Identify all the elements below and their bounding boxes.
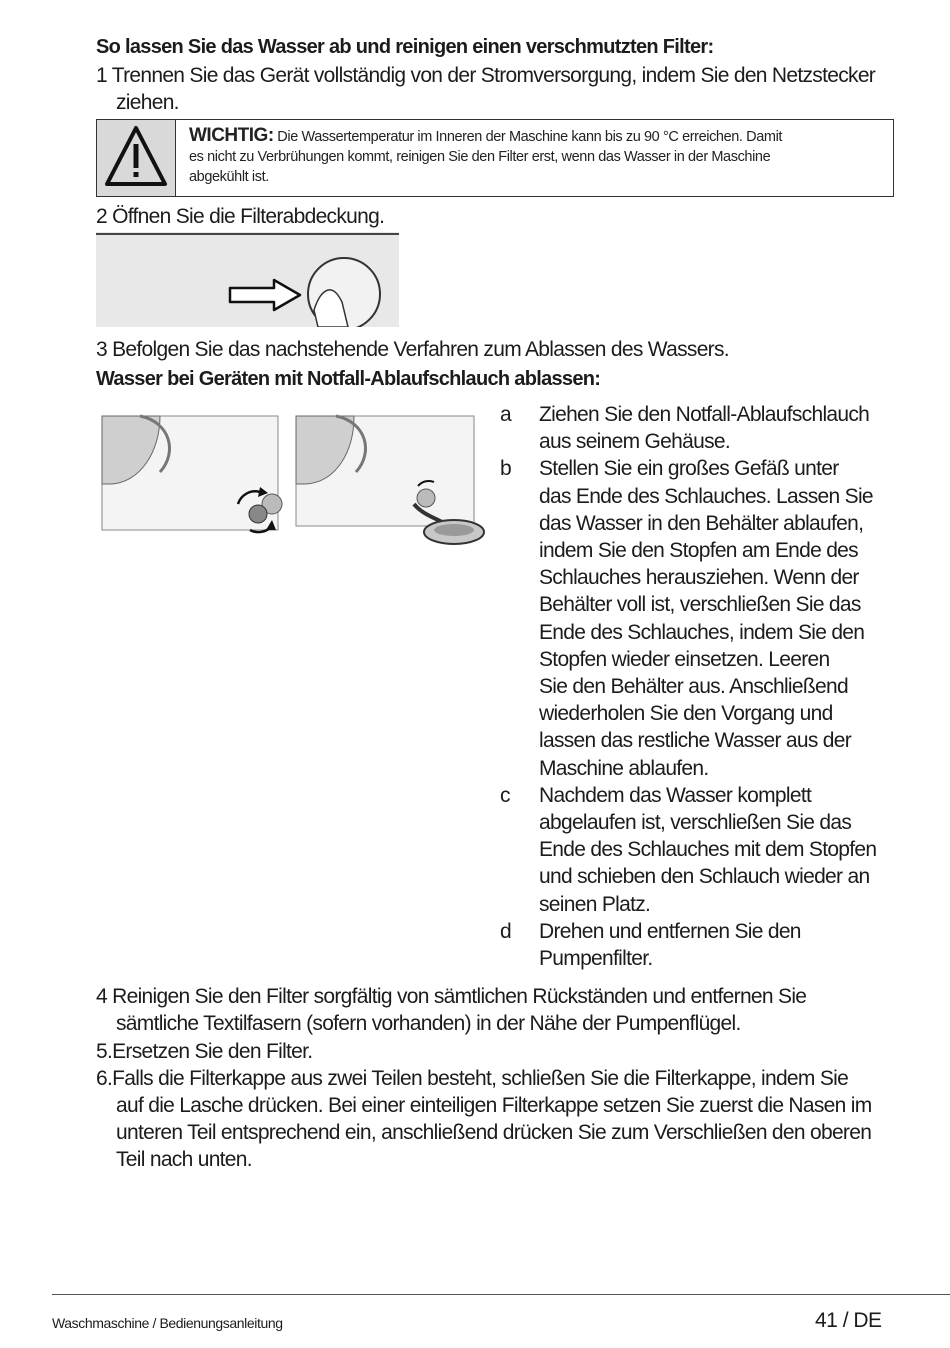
step-6-line-4: Teil nach unten. [116, 1148, 252, 1171]
substep-line: und schieben den Schlauch wieder an [539, 865, 870, 889]
warning-line-1: Die Wassertemperatur im Inneren der Maschine kann bis zu 90 °C erreichen. Damit [277, 129, 783, 145]
substep-line: Stellen Sie ein großes Gefäß unter [539, 457, 839, 481]
substep-d [500, 918, 900, 972]
step-5-text: Ersetzen Sie den Filter. [112, 1040, 313, 1063]
section-heading: So lassen Sie das Wasser ab und reinigen einen verschmutzten Filter: [96, 36, 714, 58]
substep-line: Behälter voll ist, verschließen Sie das [539, 593, 861, 617]
substep-line: Ziehen Sie den Notfall-Ablaufschlauch [539, 403, 870, 426]
substep-letter: c [500, 783, 510, 807]
step-1-line-1: Trennen Sie das Gerät vollständig von der Stromversorgung, indem Sie den Netzstecker [111, 64, 876, 87]
step-1-number: 1 [96, 64, 107, 87]
substep-line: Pumpenfilter. [539, 947, 653, 971]
warning-line-3: abgekühlt ist. [189, 169, 269, 185]
substep-b [500, 455, 900, 781]
warning-text [189, 126, 879, 187]
warning-icon-cell [97, 120, 176, 196]
step-6-line-3: unteren Teil entsprechend ein, anschließend drücken Sie zum Verschließen den oberen [116, 1121, 872, 1144]
substep-line: seinen Platz. [539, 892, 651, 916]
substep-line: das Wasser in den Behälter ablaufen, [539, 511, 864, 535]
substep-line: Schlauches herausziehen. Wenn der [539, 566, 859, 590]
substep-letter: b [500, 457, 511, 481]
substep-line: Maschine ablaufen. [539, 756, 709, 780]
substep-line: Drehen und entfernen Sie den [539, 919, 801, 943]
warning-triangle-icon [97, 120, 175, 196]
filter-cover-drawing [96, 232, 399, 327]
substep-line: Stopfen wieder einsetzen. Leeren [539, 647, 830, 671]
step-5 [96, 1038, 312, 1065]
substep-c [500, 782, 900, 918]
step-3-number: 3 [96, 338, 107, 361]
step-1 [96, 62, 896, 116]
drain-steps-list [500, 401, 900, 972]
step-6-line-2: auf die Lasche drücken. Bei einer einteiligen Filterkappe setzen Sie zuerst die Nasen im [116, 1094, 872, 1117]
substep-line: Sie den Behälter aus. Anschließend [539, 675, 848, 699]
step-4 [96, 983, 916, 1037]
drain-hose-drawing [100, 412, 490, 552]
warning-box [96, 119, 894, 197]
step-5-number: 5. [96, 1040, 113, 1063]
substep-line: aus seinem Gehäuse. [539, 430, 730, 454]
substep-a [500, 401, 900, 455]
step-2-text: Öffnen Sie die Filterabdeckung. [112, 205, 385, 228]
warning-label: WICHTIG: [189, 125, 274, 146]
substep-line: wiederholen Sie den Vorgang und [539, 702, 833, 726]
warning-line-2: es nicht zu Verbrühungen kommt, reinigen Sie den Filter erst, wenn das Wasser in der Maschine [189, 149, 771, 165]
drain-illustrations [100, 412, 490, 552]
step-3 [96, 336, 729, 363]
step-6 [96, 1065, 916, 1173]
step-4-number: 4 [96, 985, 107, 1008]
footer-title: Waschmaschine / Bedienungsanleitung [52, 1315, 283, 1331]
step-4-line-2: sämtliche Textilfasern (sofern vorhanden) in der Nähe der Pumpenflügel. [116, 1012, 741, 1035]
substep-line: Ende des Schlauches mit dem Stopfen [539, 838, 877, 862]
substep-line: abgelaufen ist, verschließen Sie das [539, 811, 852, 835]
filter-cover-illustration [96, 232, 399, 327]
step-2 [96, 203, 384, 230]
drain-subheading: Wasser bei Geräten mit Notfall-Ablaufschlauch ablassen: [96, 368, 601, 390]
substep-line: das Ende des Schlauches. Lassen Sie [539, 484, 873, 508]
step-1-line-2: ziehen. [116, 91, 179, 114]
footer-divider [52, 1294, 950, 1295]
page-number: 41 / DE [815, 1309, 882, 1332]
step-2-number: 2 [96, 205, 107, 228]
substep-letter: a [500, 403, 511, 426]
substep-line: lassen das restliche Wasser aus der [539, 729, 852, 753]
substep-line: Ende des Schlauches, indem Sie den [539, 620, 865, 644]
substep-line: Nachdem das Wasser komplett [539, 783, 812, 807]
step-4-line-1: Reinigen Sie den Filter sorgfältig von sämtlichen Rückständen und entfernen Sie [112, 985, 807, 1008]
step-6-line-1: Falls die Filterkappe aus zwei Teilen besteht, schließen Sie die Filterkappe, indem Sie [112, 1067, 849, 1090]
substep-line: indem Sie den Stopfen am Ende des [539, 539, 858, 563]
step-6-number: 6. [96, 1067, 113, 1090]
substep-letter: d [500, 919, 511, 943]
step-3-text: Befolgen Sie das nachstehende Verfahren zum Ablassen des Wassers. [112, 338, 729, 361]
